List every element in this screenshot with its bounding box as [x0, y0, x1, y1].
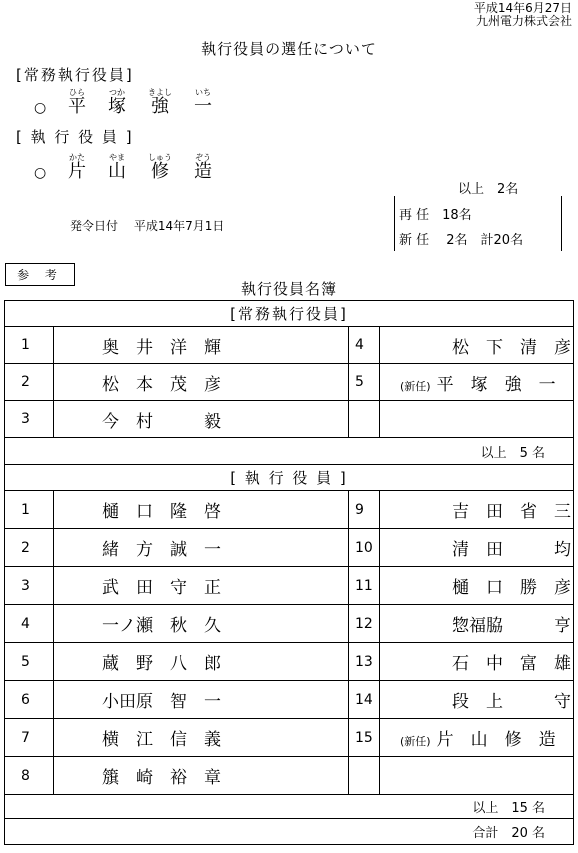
ruby-reading: ぞう [195, 153, 211, 162]
table-row [5, 491, 574, 529]
table-row [5, 605, 574, 643]
row-number-left: 5 [5, 643, 54, 681]
officer-name-left: 小田原 智 一 [54, 681, 349, 719]
officer-cell-right [380, 401, 574, 438]
row-number-left: 2 [5, 529, 54, 567]
reference-label: 参 考 [5, 263, 75, 286]
name-char [148, 153, 172, 182]
row-number-left: 2 [5, 364, 54, 401]
row-number-left: 4 [5, 605, 54, 643]
kanji: 塚 [108, 96, 126, 117]
name-char [148, 88, 172, 117]
officer-name-right: 清 田 均 [452, 540, 571, 560]
row-number-right: 9 [349, 491, 380, 529]
name-char [194, 88, 212, 117]
row-number-left: 1 [5, 491, 54, 529]
officer-cell-right [380, 605, 574, 643]
officer-cell-right [380, 681, 574, 719]
table-row [5, 757, 574, 795]
appointee-marker: ○ [34, 100, 47, 116]
managing-section-header [5, 301, 574, 327]
section-managing-title: [常務執行役員] [16, 66, 134, 84]
section-exec-title: [ 執 行 役 員 ] [16, 128, 134, 146]
appointee-exec-name [68, 153, 212, 182]
officer-name-right: 惣福脇 亨 [452, 616, 571, 636]
managing-total-cell: 以上 5 名 [5, 438, 574, 465]
appointee-managing-name [68, 88, 212, 117]
appointee-marker: ○ [34, 165, 47, 181]
officer-name-right: 石 中 富 雄 [452, 654, 571, 674]
kanji: 一 [194, 96, 212, 117]
row-number-right: 4 [349, 327, 380, 364]
row-number-right: 11 [349, 567, 380, 605]
summary-total: 以上 2名 [458, 182, 519, 197]
kanji: 片 [68, 161, 86, 182]
name-char [194, 153, 212, 182]
row-number-right: 12 [349, 605, 380, 643]
exec-total-cell: 以上 15 名 [5, 795, 574, 819]
row-number-left: 3 [5, 401, 54, 438]
officer-name-left: 一ノ瀬 秋 久 [54, 605, 349, 643]
new-appointee-tag: (新任) [400, 379, 431, 393]
row-number-right [349, 757, 380, 795]
managing-section-header-cell: [常務執行役員] [5, 301, 574, 327]
summary-box [394, 196, 562, 251]
row-number-left: 3 [5, 567, 54, 605]
officer-cell-right [380, 567, 574, 605]
grand-total-cell: 合計 20 名 [5, 819, 574, 845]
name-char [68, 88, 86, 117]
officer-cell-right [380, 529, 574, 567]
officer-cell-right [380, 757, 574, 795]
row-number-left: 7 [5, 719, 54, 757]
row-number-left: 8 [5, 757, 54, 795]
officer-name-left: 奥 井 洋 輝 [54, 327, 349, 364]
table-row [5, 567, 574, 605]
officer-name-left: 横 江 信 義 [54, 719, 349, 757]
header-company: 九州電力株式会社 [475, 14, 572, 28]
row-number-right: 10 [349, 529, 380, 567]
officer-name-left: 緒 方 誠 一 [54, 529, 349, 567]
officer-name-right: 段 上 守 [452, 692, 571, 712]
kanji: 造 [194, 161, 212, 182]
row-number-right: 14 [349, 681, 380, 719]
ruby-reading: いち [195, 88, 211, 97]
name-char [108, 88, 126, 117]
ruby-reading: やま [109, 153, 125, 162]
exec-total [5, 795, 574, 819]
officer-cell-right [380, 327, 574, 364]
table-row [5, 643, 574, 681]
row-number-left: 6 [5, 681, 54, 719]
kanji: 山 [108, 161, 126, 182]
officer-cell-right [380, 364, 574, 401]
table-row [5, 719, 574, 757]
summary-reappoint: 再 任 18名 [399, 208, 472, 223]
header-date: 平成14年6月27日 [473, 1, 572, 15]
managing-total [5, 438, 574, 465]
officer-name-left: 蔵 野 八 郎 [54, 643, 349, 681]
kanji: 強 [151, 96, 169, 117]
kanji: 修 [151, 161, 169, 182]
ruby-reading: きよし [148, 88, 172, 97]
ruby-reading: ひら [69, 88, 85, 97]
page-title: 執行役員の選任について [201, 40, 377, 58]
row-number-right: 13 [349, 643, 380, 681]
officer-name-left: 松 本 茂 彦 [54, 364, 349, 401]
table-row [5, 401, 574, 438]
new-appointee-tag: (新任) [400, 735, 431, 748]
officer-name-right: 樋 口 勝 彦 [452, 578, 571, 598]
officer-name-right: 松 下 清 彦 [452, 337, 571, 358]
grand-total [5, 819, 574, 845]
effective-date: 発令日付 平成14年7月1日 [70, 219, 225, 233]
row-number-left: 1 [5, 327, 54, 364]
exec-section-header-cell: [ 執 行 役 員 ] [5, 465, 574, 491]
row-number-right [349, 401, 380, 438]
officer-name-right: 片 山 修 造 [436, 730, 556, 750]
officer-cell-right [380, 643, 574, 681]
ruby-reading: かた [69, 153, 85, 162]
ruby-reading: しゅう [148, 153, 172, 162]
ruby-reading: つか [109, 88, 125, 97]
name-char [108, 153, 126, 182]
officer-name-left: 籏 崎 裕 章 [54, 757, 349, 795]
officer-cell-right [380, 491, 574, 529]
table-row [5, 364, 574, 401]
summary-new: 新 任 2名 計20名 [399, 233, 524, 248]
roster-table [4, 300, 574, 845]
officer-name-left: 樋 口 隆 啓 [54, 491, 349, 529]
officer-name-right: 平 塚 強 一 [436, 374, 556, 395]
table-row [5, 681, 574, 719]
kanji: 平 [68, 96, 86, 117]
officer-name-right: 吉 田 省 三 [452, 502, 571, 522]
officer-name-left: 武 田 守 正 [54, 567, 349, 605]
officer-cell-right [380, 719, 574, 757]
roster-title: 執行役員名簿 [240, 280, 337, 298]
table-row [5, 327, 574, 364]
name-char [68, 153, 86, 182]
row-number-right: 5 [349, 364, 380, 401]
table-row [5, 529, 574, 567]
row-number-right: 15 [349, 719, 380, 757]
officer-name-left: 今 村 毅 [54, 401, 349, 438]
exec-section-header [5, 465, 574, 491]
